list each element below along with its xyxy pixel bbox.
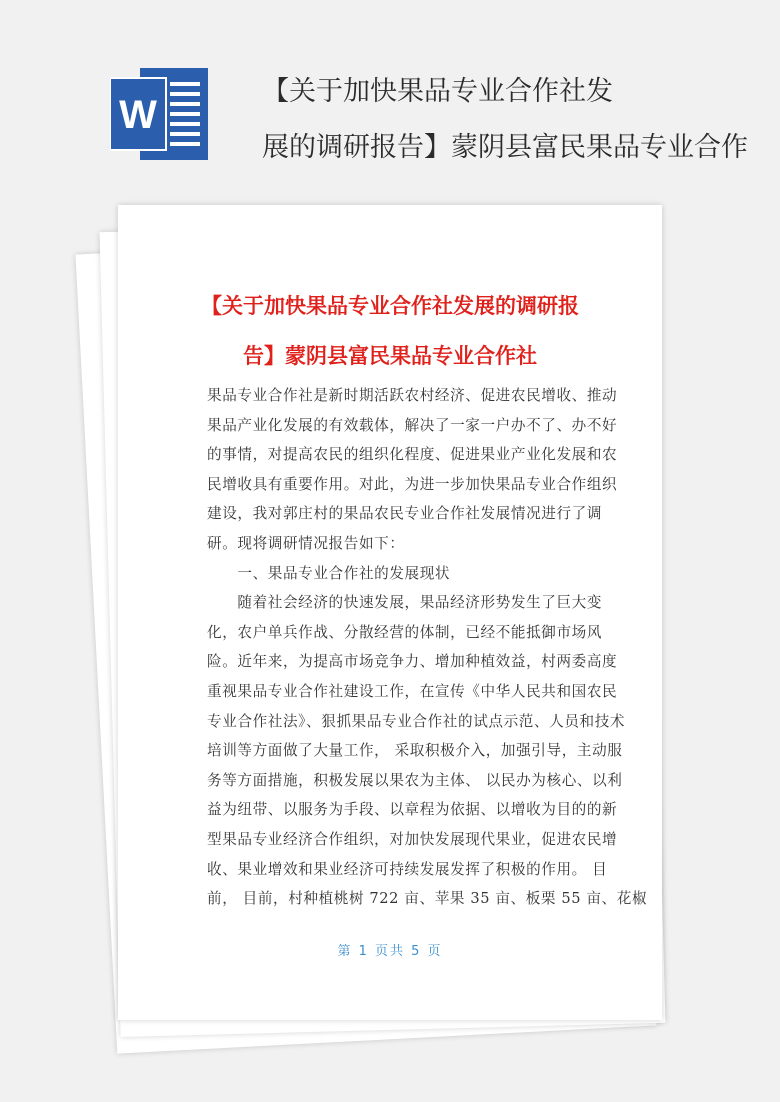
- body-text-line: 研。现将调研情况报告如下：: [207, 535, 405, 552]
- document-title-line: 告】蒙阴县富民果品专业合作社: [243, 344, 537, 368]
- body-text-line: 民增收具有重要作用。对此，为进一步加快果品专业合作组织: [207, 475, 618, 493]
- body-text-line: 随着社会经济的快速发展，果品经济形势发生了巨大变: [207, 594, 603, 612]
- body-text-line: 建设，我对郭庄村的果品农民专业合作社发展情况进行了调: [207, 505, 603, 523]
- heading-line: 【关于加快果品专业合作社发: [262, 76, 613, 107]
- body-text-line: 专业合作社法》、狠抓果品专业合作社的试点示范、人员和技术: [207, 712, 626, 730]
- body-text-line: 果品专业合作社是新时期活跃农村经济、促进农民增收、推动: [207, 387, 618, 404]
- body-text-line: 险。近年来，为提高市场竞争力、增加种植效益，村两委高度: [207, 653, 618, 671]
- body-text-line: 培训等方面做了大量工作， 采取积极介入，加强引导，主动服: [207, 742, 623, 760]
- body-text-line: 型果品专业经济合作组织，对加快发展现代果业，促进农民增: [207, 831, 618, 848]
- body-text-line: 一、果品专业合作社的发展现状: [207, 564, 451, 582]
- body-text-line: 前， 目前，村种植桃树 722 亩、苹果 35 亩、板栗 55 亩、花椒: [207, 890, 648, 908]
- svg-text:W: W: [119, 93, 157, 137]
- page-number: 第 1 页共 5 页: [337, 944, 443, 959]
- document-title-line: 【关于加快果品专业合作社发展的调研报: [201, 294, 579, 318]
- body-text-line: 的事情，对提高农民的组织化程度、促进果业产业化发展和农: [207, 446, 618, 464]
- body-text-line: 益为纽带、以服务为手段、以章程为依据、以增收为目的的新: [207, 801, 618, 819]
- body-text-line: 收、果业增效和果业经济可持续发展发挥了积极的作用。 目: [207, 860, 608, 878]
- heading-line: 展的调研报告】蒙阴县富民果品专业合作: [262, 132, 748, 163]
- body-text-line: 化，农户单兵作战、分散经营的体制，已经不能抵御市场风: [207, 623, 603, 641]
- body-text-line: 重视果品专业合作社建设工作，在宣传《中华人民共和国农民: [207, 683, 618, 700]
- word-document-icon: [110, 68, 208, 160]
- body-text-line: 务等方面措施，积极发展以果农为主体、 以民办为核心、以利: [207, 771, 623, 789]
- document-heading: [262, 64, 772, 176]
- body-text-line: 果品产业化发展的有效载体，解决了一家一户办不了、办不好: [207, 416, 618, 434]
